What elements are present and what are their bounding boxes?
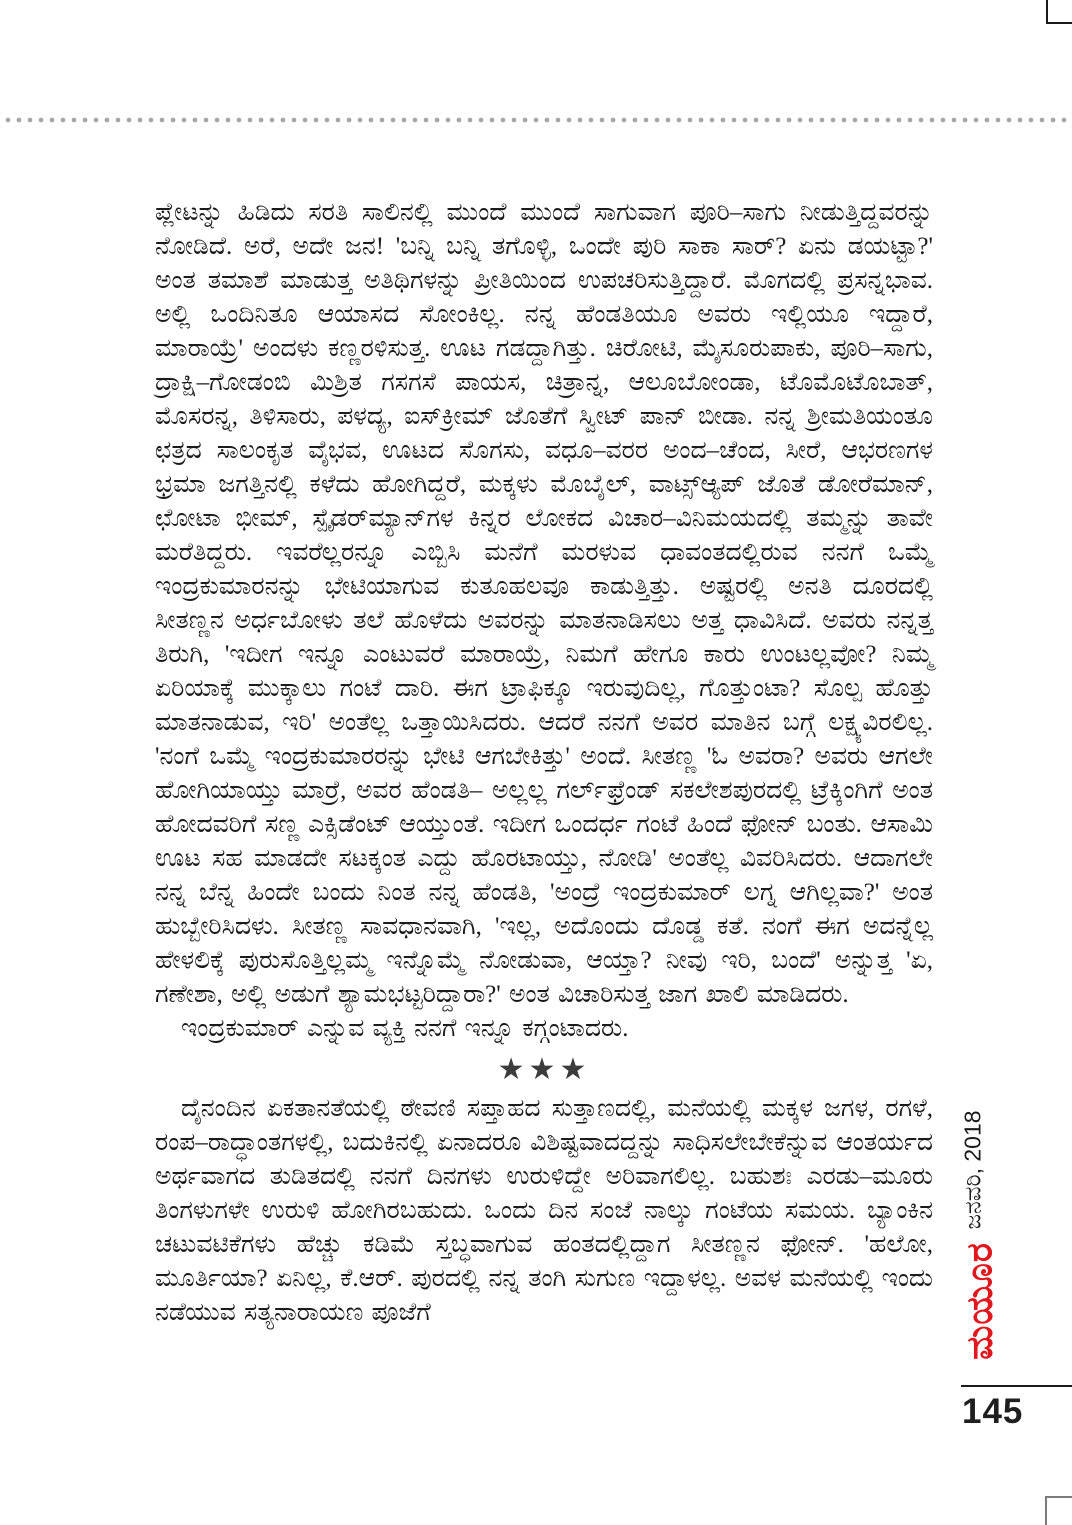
dotted-separator-rule bbox=[5, 117, 1072, 123]
issue-date-vertical-label: ಜನವರಿ, 2018 bbox=[959, 1110, 986, 1230]
paragraph-3: ದೈನಂದಿನ ಏಕತಾನತೆಯಲ್ಲಿ ಠೇವಣಿ ಸಪ್ತಾಹದ ಸುತ್ತಾಣದಲ್ಲಿ, ಮನೆಯಲ್ಲಿ ಮಕ್ಕಳ ಜಗಳ, ರಗಳೆ, ರಂಪ–ರಾದ್ಧಾಂತಗಳಲ್ಲಿ, ಬದುಕಿನಲ್ಲಿ ಏನಾದರೂ ವಿಶಿಷ್ಟವಾದದ್ದನ್ನು ಸಾಧಿಸಲೇಬೇಕೆನ್ನುವ ಆಂತರ್ಯದ ಅರ್ಥವಾಗದ ತುಡಿತದಲ್ಲಿ ನನಗೆ ದಿನಗಳು ಉರುಳಿದ್ದೇ ಅರಿವಾಗಲಿಲ್ಲ. ಬಹುಶಃ ಎರಡು–ಮೂರು ತಿಂಗಳುಗಳೇ ಉರುಳಿ ಹೋಗಿರಬಹುದು. ಒಂದು ದಿನ ಸಂಜೆ ನಾಲ್ಕು ಗಂಟೆಯ ಸಮಯ. ಬ್ಯಾಂಕಿನ ಚಟುವಟಿಕೆಗಳು ಹೆಚ್ಚು ಕಡಿಮೆ ಸ್ತಬ್ಧವಾಗುವ ಹಂತದಲ್ಲಿದ್ದಾಗ ಸೀತಣ್ಣನ ಫೋನ್. 'ಹಲೋ, ಮೂರ್ತಿಯಾ? ಏನಿಲ್ಲ, ಕೆ.ಆರ್. ಪುರದಲ್ಲಿ ನನ್ನ ತಂಗಿ ಸುಗುಣ ಇದ್ದಾಳಲ್ಲ. ಅವಳ ಮನೆಯಲ್ಲಿ ಇಂದು ನಡೆಯುವ ಸತ್ಯನಾರಾಯಣ ಪೂಜೆಗೆ bbox=[155, 1095, 933, 1326]
paragraph-2: ಇಂದ್ರಕುಮಾರ್ ಎನ್ನುವ ವ್ಯಕ್ತಿ ನನಗೆ ಇನ್ನೂ ಕಗ್ಗಂಟಾದರು. bbox=[181, 1015, 629, 1042]
body-text-column bbox=[155, 196, 933, 1330]
paragraph-1: ಪ್ಲೇಟನ್ನು ಹಿಡಿದು ಸರತಿ ಸಾಲಿನಲ್ಲಿ ಮುಂದೆ ಮುಂದೆ ಸಾಗುವಾಗ ಪೂರಿ–ಸಾಗು ನೀಡುತ್ತಿದ್ದವರನ್ನು ನೋಡಿದೆ. ಅರೆ, ಅದೇ ಜನ! 'ಬನ್ನಿ ಬನ್ನಿ ತಗೊಳ್ಳಿ, ಒಂದೇ ಪುರಿ ಸಾಕಾ ಸಾರ್? ಏನು ಡಯಟ್ಟಾ?' ಅಂತ ತಮಾಶೆ ಮಾಡುತ್ತ ಅತಿಥಿಗಳನ್ನು ಪ್ರೀತಿಯಿಂದ ಉಪಚರಿಸುತ್ತಿದ್ದಾರೆ. ಮೊಗದಲ್ಲಿ ಪ್ರಸನ್ನಭಾವ. ಅಲ್ಲಿ ಒಂದಿನಿತೂ ಆಯಾಸದ ಸೋಂಕಿಲ್ಲ. ನನ್ನ ಹೆಂಡತಿಯೂ ಅವರು ಇಲ್ಲಿಯೂ ಇದ್ದಾರೆ, ಮಾರಾಯ್ರೆ' ಅಂದಳು ಕಣ್ಣರಳಿಸುತ್ತ. ಊಟ ಗಡದ್ದಾಗಿತ್ತು. ಚಿರೋಟಿ, ಮೈಸೂರುಪಾಕು, ಪೂರಿ–ಸಾಗು, ದ್ರಾಕ್ಷಿ–ಗೋಡಂಬಿ ಮಿಶ್ರಿತ ಗಸಗಸೆ ಪಾಯಸ, ಚಿತ್ರಾನ್ನ, ಆಲೂಬೋಂಡಾ, ಟೊಮೊಟೊಬಾತ್, ಮೊಸರನ್ನ, ತಿಳಿಸಾರು, ಪಳದ್ಯ, ಐಸ್‌ಕ್ರೀಮ್ ಜೊತೆಗೆ ಸ್ವೀಟ್ ಪಾನ್ ಬೀಡಾ. ನನ್ನ ಶ್ರೀಮತಿಯಂತೂ ಛತ್ರದ ಸಾಲಂಕೃತ ವೈಭವ, ಊಟದ ಸೊಗಸು, ವಧೂ–ವರರ ಅಂದ–ಚೆಂದ, ಸೀರೆ, ಆಭರಣಗಳ ಭ್ರಮಾ ಜಗತ್ತಿನಲ್ಲಿ ಕಳೆದು ಹೋಗಿದ್ದರೆ, ಮಕ್ಕಳು ಮೊಬೈಲ್, ವಾಟ್ಸ್‌ಆ್ಯಪ್ ಜೊತೆ ಡೋರೆಮಾನ್, ಛೋಟಾ ಭೀಮ್, ಸ್ಪೈಡರ್‌ಮ್ಯಾನ್‌ಗಳ ಕಿನ್ನರ ಲೋಕದ ವಿಚಾರ–ವಿನಿಮಯದಲ್ಲಿ ತಮ್ಮನ್ನು ತಾವೇ ಮರೆತಿದ್ದರು. ಇವರೆಲ್ಲರನ್ನೂ ಎಬ್ಬಿಸಿ ಮನೆಗೆ ಮರಳುವ ಧಾವಂತದಲ್ಲಿರುವ ನನಗೆ ಒಮ್ಮೆ ಇಂದ್ರಕುಮಾರನನ್ನು ಭೇಟಿಯಾಗುವ ಕುತೂಹಲವೂ ಕಾಡುತ್ತಿತ್ತು. ಅಷ್ಟರಲ್ಲಿ ಅನತಿ ದೂರದಲ್ಲಿ ಸೀತಣ್ಣನ ಅರ್ಧಬೋಳು ತಲೆ ಹೊಳೆದು ಅವರನ್ನು ಮಾತನಾಡಿಸಲು ಅತ್ತ ಧಾವಿಸಿದೆ. ಅವರು ನನ್ನತ್ತ ತಿರುಗಿ, 'ಇದೀಗ ಇನ್ನೂ ಎಂಟುವರೆ ಮಾರಾಯ್ರೆ, ನಿಮಗೆ ಹೇಗೂ ಕಾರು ಉಂಟಲ್ಲವೋ? ನಿಮ್ಮ ಏರಿಯಾಕ್ಕೆ ಮುಕ್ಕಾಲು ಗಂಟೆ ದಾರಿ. ಈಗ ಟ್ರಾಫಿಕ್ಕೂ ಇರುವುದಿಲ್ಲ, ಗೊತ್ತುಂಟಾ? ಸೊಲ್ಪ ಹೊತ್ತು ಮಾತನಾಡುವ, ಇರಿ' ಅಂತೆಲ್ಲ ಒತ್ತಾಯಿಸಿದರು. ಆದರೆ ನನಗೆ ಅವರ ಮಾತಿನ ಬಗ್ಗೆ ಲಕ್ಷ್ಯವಿರಲಿಲ್ಲ. 'ನಂಗೆ ಒಮ್ಮೆ ಇಂದ್ರಕುಮಾರರನ್ನು ಭೇಟಿ ಆಗಬೇಕಿತ್ತು' ಅಂದೆ. ಸೀತಣ್ಣ 'ಓ ಅವರಾ? ಅವರು ಆಗಲೇ ಹೋಗಿಯಾಯ್ತು ಮಾರ್ರೆ, ಅವರ ಹೆಂಡತಿ– ಅಲ್ಲಲ್ಲ ಗರ್ಲ್‌ಫ್ರೆಂಡ್ ಸಕಲೇಶಪುರದಲ್ಲಿ ಟ್ರೆಕ್ಕಿಂಗಿಗೆ ಅಂತ ಹೋದವರಿಗೆ ಸಣ್ಣ ಎಕ್ಸಿಡೆಂಟ್ ಆಯ್ತುಂತೆ. ಇದೀಗ ಒಂದರ್ಧ ಗಂಟೆ ಹಿಂದೆ ಫೋನ್ ಬಂತು. ಆಸಾಮಿ ಊಟ ಸಹ ಮಾಡದೇ ಸಟಕ್ಕಂತ ಎದ್ದು ಹೊರಟಾಯ್ತು, ನೋಡಿ' ಅಂತೆಲ್ಲ ವಿವರಿಸಿದರು. ಆದಾಗಲೇ ನನ್ನ ಬೆನ್ನ ಹಿಂದೇ ಬಂದು ನಿಂತ ನನ್ನ ಹೆಂಡತಿ, 'ಅಂದ್ರೆ ಇಂದ್ರಕುಮಾರ್ ಲಗ್ನ ಆಗಿಲ್ಲವಾ?' ಅಂತ ಹುಬ್ಬೇರಿಸಿದಳು. ಸೀತಣ್ಣ ಸಾವಧಾನವಾಗಿ, 'ಇಲ್ಲ, ಅದೊಂದು ದೊಡ್ಡ ಕತೆ. ನಂಗೆ ಈಗ ಅದನ್ನೆಲ್ಲ ಹೇಳಲಿಕ್ಕೆ ಪುರುಸೊತ್ತಿಲ್ಲಮ್ಮ ಇನ್ನೊಮ್ಮೆ ನೋಡುವಾ, ಆಯ್ತಾ? ನೀವು ಇರಿ, ಬಂದೆ' ಅನ್ನುತ್ತ 'ಏ, ಗಣೇಶಾ, ಅಲ್ಲಿ ಅಡುಗೆ ಶ್ಯಾಮಭಟ್ಟರಿದ್ದಾರಾ?' ಅಂತ ವಿಚಾರಿಸುತ್ತ ಜಾಗ ಖಾಲಿ ಮಾಡಿದರು. bbox=[155, 199, 933, 1008]
page-number: 145 bbox=[962, 1392, 1024, 1431]
page-number-rule bbox=[961, 1385, 1072, 1387]
star-separator-icon: ★★★ bbox=[497, 1053, 591, 1086]
bottom-right-corner-mark-icon bbox=[1045, 1496, 1072, 1525]
top-right-corner-mark-icon bbox=[1046, 0, 1072, 24]
magazine-name-vertical-label: ಮಯೂರ bbox=[958, 1242, 1000, 1360]
